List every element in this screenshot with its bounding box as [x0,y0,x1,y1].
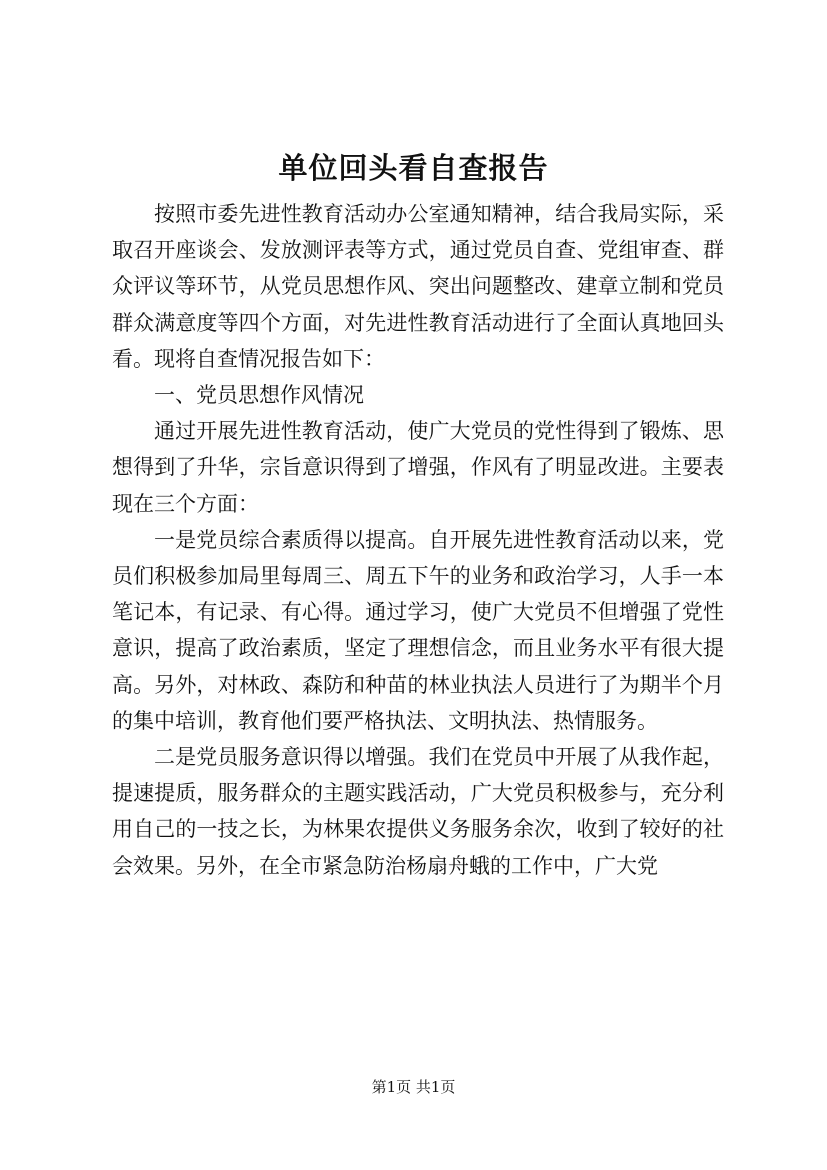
paragraph-point-one: 一是党员综合素质得以提高。自开展先进性教育活动以来，党员们积极参加局里每周三、周五下午的业务和政治学习，人手一本笔记本，有记录、有心得。通过学习，使广大党员不但增强了党性意识，提高了政治素质，坚定了理想信念，而且业务水平有很大提高。另外，对林政、森防和种苗的林业执法人员进行了为期半个月的集中培训，教育他们要严格执法、文明执法、热情服务。 [112,527,724,733]
page-footer: 第1页 共1页 [371,1078,456,1096]
paragraph-summary: 通过开展先进性教育活动，使广大党员的党性得到了锻炼、思想得到了升华，宗旨意识得到了增强，作风有了明显改进。主要表现在三个方面： [112,419,724,516]
section-heading: 一、党员思想作风情况 [154,383,364,408]
paragraph-point-two: 二是党员服务意识得以增强。我们在党员中开展了从我作起，提速提质，服务群众的主题实践活动，广大党员积极参与，充分利用自己的一技之长，为林果农提供义务服务余次，收到了较好的社会效果。另外，在全市紧急防治杨扇舟蛾的工作中，广大党 [112,745,724,878]
paragraph-intro: 按照市委先进性教育活动办公室通知精神，结合我局实际，采取召开座谈会、发放测评表等方式，通过党员自查、党组审查、群众评议等环节，从党员思想作风、突出问题整改、建章立制和党员群众满意度等四个方面，对先进性教育活动进行了全面认真地回头看。现将自查情况报告如下： [112,202,724,371]
document-body [112,196,724,884]
document-title: 单位回头看自查报告 [278,151,549,185]
